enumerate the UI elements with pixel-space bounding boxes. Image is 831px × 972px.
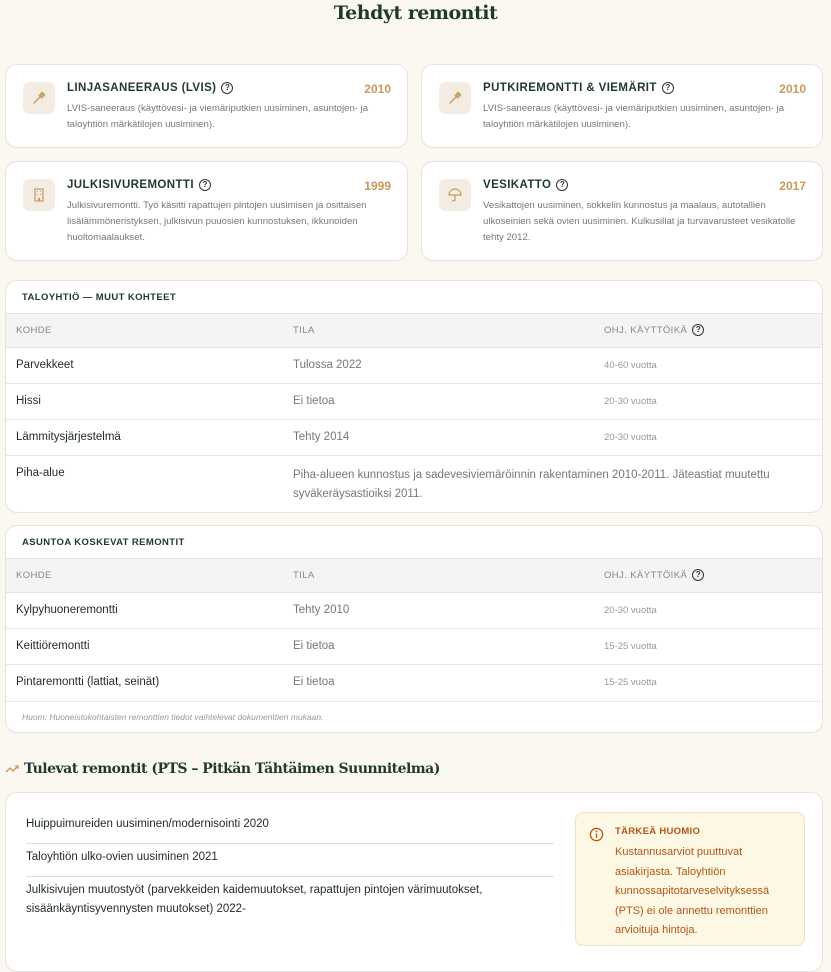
table-header <box>6 314 822 348</box>
page-title: Tehdyt remontit <box>333 2 498 24</box>
card-description: LVIS-saneeraus (käyttövesi- ja viemäriputkien uusiminen, asuntojen- ja taloyhtiön märkätilojen uusiminen). <box>483 103 785 130</box>
trending-up-icon <box>5 764 19 774</box>
cell-kayttoika: 20-30 vuotta <box>604 605 657 616</box>
help-icon[interactable]: ? <box>556 179 568 191</box>
col-kayttoika: OHJ. KÄYTTÖIKÄ <box>604 569 688 581</box>
table-header <box>6 559 822 593</box>
help-icon[interactable]: ? <box>662 82 674 94</box>
cell-kohde: Piha-alue <box>16 467 65 479</box>
cell-tila: Tehty 2014 <box>293 431 350 443</box>
table-row <box>6 420 822 456</box>
future-card <box>5 792 823 972</box>
card-description: Julkisivuremontti. Työ käsitti rapattujen pintojen uusimisen ja osittaisen lisälämmöneristyksen, julkisivun puuosien kunnostuksen, ikkunoiden huoltomaalaukset. <box>67 200 367 243</box>
cell-kayttoika: 15-25 vuotta <box>604 677 657 688</box>
important-note <box>575 812 805 946</box>
umbrella-icon <box>439 179 471 211</box>
table-title: ASUNTOA KOSKEVAT REMONTIT <box>6 526 822 559</box>
cell-tila: Ei tietoa <box>293 676 335 688</box>
building-icon <box>23 179 55 211</box>
card-title: LINJASANEERAUS (LVIS) <box>67 82 217 94</box>
table-row <box>6 384 822 420</box>
cell-kayttoika: 20-30 vuotta <box>604 432 657 443</box>
col-kayttoika: OHJ. KÄYTTÖIKÄ <box>604 324 688 336</box>
card-description: Vesikattojen uusiminen, sokkelin kunnostus ja maalaus, autotallien ulkoseinien sekä ovien uusiminen. Kulkusillat ja turvavarusteet vesikatolle tehty 2012. <box>483 200 796 243</box>
renovation-card <box>5 161 408 261</box>
cell-kohde: Parvekkeet <box>16 359 74 371</box>
cell-tila: Tehty 2010 <box>293 604 350 616</box>
col-kohde: KOHDE <box>16 325 52 336</box>
card-title: VESIKATTO <box>483 179 552 191</box>
cell-kayttoika: 15-25 vuotta <box>604 641 657 652</box>
table-row <box>6 456 822 512</box>
card-description: LVIS-saneeraus (käyttövesi- ja viemäriputkien uusiminen, asuntojen- ja taloyhtiön märkätilojen uusiminen). <box>67 103 369 130</box>
card-title: PUTKIREMONTTI & VIEMÄRIT <box>483 82 657 94</box>
col-tila: TILA <box>293 570 315 581</box>
cell-kayttoika: 20-30 vuotta <box>604 396 657 407</box>
help-icon[interactable]: ? <box>221 82 233 94</box>
card-year: 2010 <box>779 82 806 96</box>
help-icon[interactable]: ? <box>692 569 704 581</box>
cell-kohde: Lämmitysjärjestelmä <box>16 431 121 443</box>
table-title: TALOYHTIÖ — MUUT KOHTEET <box>6 281 822 314</box>
renovation-card <box>421 161 823 261</box>
cell-kayttoika: 40-60 vuotta <box>604 360 657 371</box>
cell-tila: Ei tietoa <box>293 640 335 652</box>
col-kohde: KOHDE <box>16 570 52 581</box>
warning-text: Kustannusarviot puuttuvat asiakirjasta. Taloyhtiön kunnossapitotarveselvityksessä (PTS) ei ole annettu remonttien arvioituja hintoja. <box>615 846 770 936</box>
warning-title: TÄRKEÄ HUOMIO <box>615 826 701 837</box>
section-title: Tulevat remontit (PTS – Pitkän Tähtäimen Suunnitelma) <box>24 761 440 777</box>
cell-tila: Piha-alueen kunnostus ja sadevesiviemäröinnin rakentaminen 2010-2011. Jäteastiat muutettu syväkeräysastioiksi 2011. <box>293 469 770 500</box>
table-row <box>6 629 822 665</box>
pipe-icon <box>439 82 471 114</box>
pipe-icon <box>23 82 55 114</box>
card-title: JULKISIVUREMONTTI <box>67 179 194 191</box>
cell-tila: Ei tietoa <box>293 395 335 407</box>
building-other-table <box>5 280 823 513</box>
future-item: Julkisivujen muutostyöt (parvekkeiden kaidemuutokset, rapattujen pintojen värimuutokset, sisäänkäyntisyvennysten muutokset) 2022- <box>26 884 483 915</box>
card-year: 2017 <box>779 179 806 193</box>
renovation-card <box>421 64 823 148</box>
info-icon <box>589 827 604 842</box>
cell-kohde: Hissi <box>16 395 41 407</box>
future-section-heading <box>5 761 440 777</box>
col-tila: TILA <box>293 325 315 336</box>
cell-tila: Tulossa 2022 <box>293 359 362 371</box>
table-row <box>6 665 822 701</box>
cell-kohde: Keittiöremontti <box>16 640 90 652</box>
renovation-card <box>5 64 408 148</box>
future-item: Taloyhtiön ulko-ovien uusiminen 2021 <box>26 848 554 877</box>
help-icon[interactable]: ? <box>199 179 211 191</box>
table-row <box>6 348 822 384</box>
table-note: Huom: Huoneistokohtaisten remonttien tiedot vaihtelevat dokumenttien mukaan. <box>6 701 822 732</box>
future-item: Huippuimureiden uusiminen/modernisointi 2020 <box>26 815 554 844</box>
help-icon[interactable]: ? <box>692 324 704 336</box>
apartment-table <box>5 525 823 733</box>
card-year: 2010 <box>364 82 391 96</box>
cell-kohde: Kylpyhuoneremontti <box>16 604 118 616</box>
table-row <box>6 593 822 629</box>
cell-kohde: Pintaremontti (lattiat, seinät) <box>16 676 160 688</box>
card-year: 1999 <box>364 179 391 193</box>
